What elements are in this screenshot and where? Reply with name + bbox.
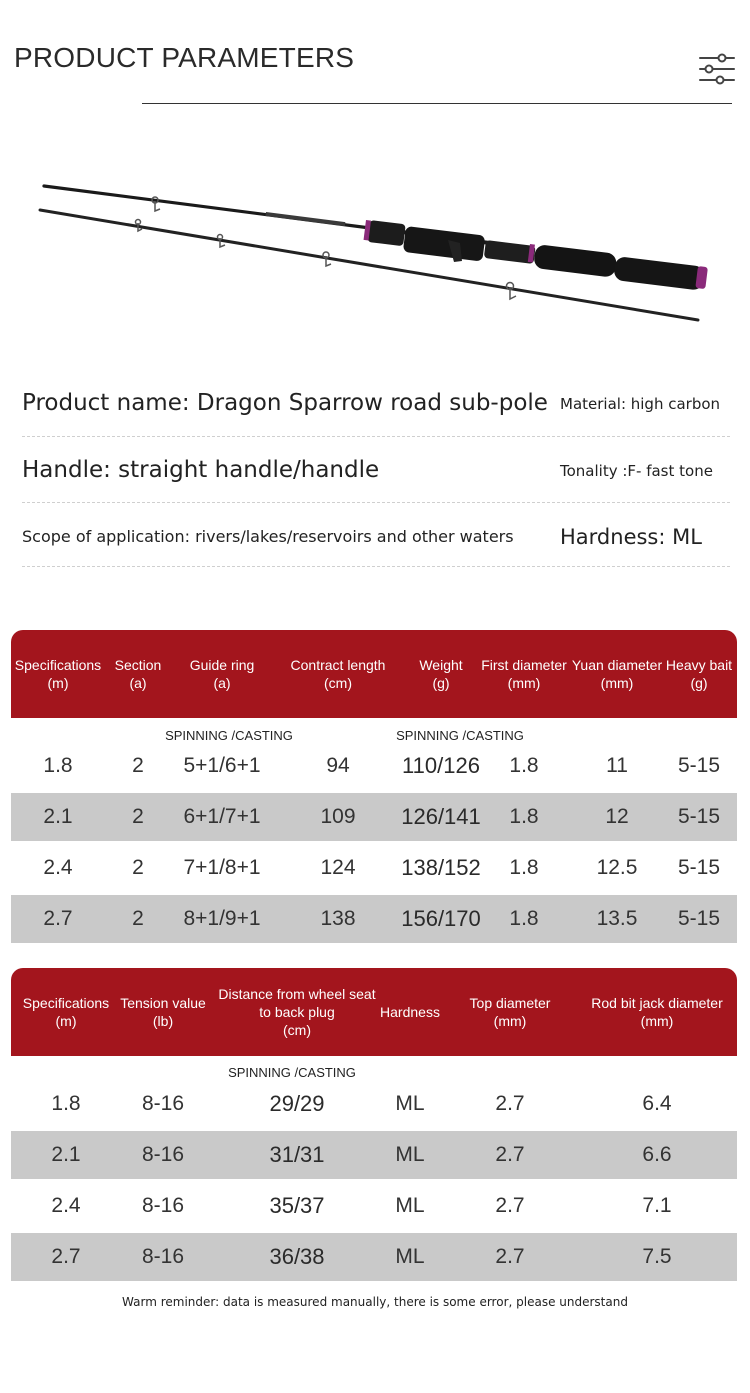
column-header: to back plug xyxy=(259,1004,335,1020)
table-row xyxy=(11,1182,737,1230)
column-header: Heavy bait xyxy=(665,657,733,673)
table-cell: 7.5 xyxy=(642,1245,672,1268)
table-cell: 2.7 xyxy=(495,1194,525,1217)
table-cell: 8-16 xyxy=(141,1194,185,1217)
table-row xyxy=(11,1233,737,1281)
column-header: Top diameter xyxy=(469,995,551,1011)
table-row xyxy=(11,793,737,841)
material: Material: high carbon xyxy=(560,395,721,413)
column-header: (mm) xyxy=(493,1013,527,1029)
table-row xyxy=(11,742,737,790)
table-cell: 6.6 xyxy=(642,1143,672,1166)
table-cell: 1.8 xyxy=(509,805,539,828)
column-header: (lb) xyxy=(152,1013,174,1029)
table-cell: 12.5 xyxy=(596,856,638,879)
column-header: First diameter xyxy=(481,657,567,673)
table-cell: 8-16 xyxy=(141,1092,185,1115)
column-header: (a) xyxy=(129,675,147,691)
table-cell: 7.1 xyxy=(642,1194,672,1217)
table-cell: 2.4 xyxy=(43,856,73,879)
column-header: (mm) xyxy=(600,675,634,691)
column-header: (cm) xyxy=(324,675,352,691)
column-header: Hardness xyxy=(380,1004,440,1020)
table-cell: 109 xyxy=(320,805,356,828)
table-cell: 35/37 xyxy=(269,1193,325,1218)
column-header: Distance from wheel seat xyxy=(218,986,376,1002)
table-cell: 2.7 xyxy=(495,1092,525,1115)
table1-body xyxy=(0,742,750,946)
column-header: Specifications xyxy=(22,995,110,1011)
title-divider xyxy=(142,103,732,104)
column-header: (mm) xyxy=(640,1013,674,1029)
product-name: Product name: Dragon Sparrow road sub-pole xyxy=(22,390,548,416)
table-cell: 138 xyxy=(320,907,356,930)
table-cell: 138/152 xyxy=(401,855,481,880)
table-cell: 1.8 xyxy=(509,856,539,879)
table-cell: 1.8 xyxy=(509,754,539,777)
spinning-casting-label: SPINNING /CASTING xyxy=(165,728,293,743)
page-title: PRODUCT PARAMETERS xyxy=(14,42,355,73)
table-cell: 124 xyxy=(320,856,356,879)
table-cell: 2.7 xyxy=(495,1143,525,1166)
divider xyxy=(22,502,730,503)
column-header: (m) xyxy=(55,1013,77,1029)
scope: Scope of application: rivers/lakes/reservoirs and other waters xyxy=(22,527,514,546)
table-cell: 11 xyxy=(606,754,628,777)
table-cell: 94 xyxy=(326,754,350,777)
table-cell: 1.8 xyxy=(509,907,539,930)
table-cell: 29/29 xyxy=(269,1091,325,1116)
table-cell: 8-16 xyxy=(141,1143,185,1166)
spinning-casting-label: SPINNING /CASTING xyxy=(396,728,524,743)
table-cell: 5-15 xyxy=(677,754,721,777)
column-header: (a) xyxy=(213,675,231,691)
table-cell: 2.7 xyxy=(495,1245,525,1268)
column-header: (g) xyxy=(432,675,450,691)
hardness: Hardness: ML xyxy=(560,525,702,549)
table-cell: ML xyxy=(395,1092,425,1115)
table2-body xyxy=(0,1080,750,1284)
table-cell: 5-15 xyxy=(677,856,721,879)
column-header: (m) xyxy=(47,675,69,691)
table-row xyxy=(11,1131,737,1179)
sliders-icon[interactable] xyxy=(698,52,736,88)
table-cell: 12 xyxy=(605,805,629,828)
table-cell: 13.5 xyxy=(596,907,638,930)
handle: Handle: straight handle/handle xyxy=(22,457,380,483)
table-cell: 5+1/6+1 xyxy=(183,754,261,777)
table-cell: 2.4 xyxy=(51,1194,81,1217)
table-row xyxy=(11,844,737,892)
tonality: Tonality :F- fast tone xyxy=(560,462,713,480)
column-header: Section xyxy=(114,657,162,673)
table-cell: 2.1 xyxy=(43,805,73,828)
fishing-rod-image xyxy=(30,170,720,340)
table-cell: 126/141 xyxy=(401,804,481,829)
table-cell: 5-15 xyxy=(677,907,721,930)
table-cell: 1.8 xyxy=(51,1092,81,1115)
table-cell: 2 xyxy=(132,907,144,930)
table-cell: 2 xyxy=(132,856,144,879)
table-row xyxy=(11,1080,737,1128)
column-header: Rod bit jack diameter xyxy=(591,995,723,1011)
table2-header xyxy=(11,968,737,1056)
table-cell: 156/170 xyxy=(401,906,481,931)
table1-header xyxy=(11,630,737,718)
divider xyxy=(22,436,730,437)
table-cell: 31/31 xyxy=(269,1142,325,1167)
table-cell: 1.8 xyxy=(43,754,73,777)
table-cell: 2.1 xyxy=(51,1143,81,1166)
column-header: (g) xyxy=(690,675,708,691)
table-cell: 36/38 xyxy=(269,1244,325,1269)
table-cell: 8-16 xyxy=(141,1245,185,1268)
table-cell: 2.7 xyxy=(51,1245,81,1268)
table-cell: ML xyxy=(395,1194,425,1217)
column-header: (cm) xyxy=(283,1022,311,1038)
column-header: (mm) xyxy=(507,675,541,691)
table-cell: ML xyxy=(395,1143,425,1166)
column-header: Guide ring xyxy=(189,657,255,673)
column-header: Contract length xyxy=(290,657,386,673)
table-cell: 2.7 xyxy=(43,907,73,930)
column-header: Specifications xyxy=(14,657,102,673)
table-cell: 5-15 xyxy=(677,805,721,828)
table-cell: 2 xyxy=(132,754,144,777)
table-cell: 7+1/8+1 xyxy=(183,856,261,879)
column-header: Weight xyxy=(419,657,463,673)
divider xyxy=(22,566,730,567)
table-cell: 110/126 xyxy=(402,753,480,778)
table-cell: 6+1/7+1 xyxy=(183,805,261,828)
table-cell: 2 xyxy=(132,805,144,828)
column-header: Tension value xyxy=(120,995,206,1011)
warm-reminder: Warm reminder: data is measured manually, there is some error, please understand xyxy=(122,1295,628,1309)
table-row xyxy=(11,895,737,943)
table-cell: 8+1/9+1 xyxy=(183,907,261,930)
column-header: Yuan diameter xyxy=(571,657,663,673)
table-cell: ML xyxy=(395,1245,425,1268)
spinning-casting-label: SPINNING /CASTING xyxy=(228,1065,356,1080)
table-cell: 6.4 xyxy=(642,1092,672,1115)
